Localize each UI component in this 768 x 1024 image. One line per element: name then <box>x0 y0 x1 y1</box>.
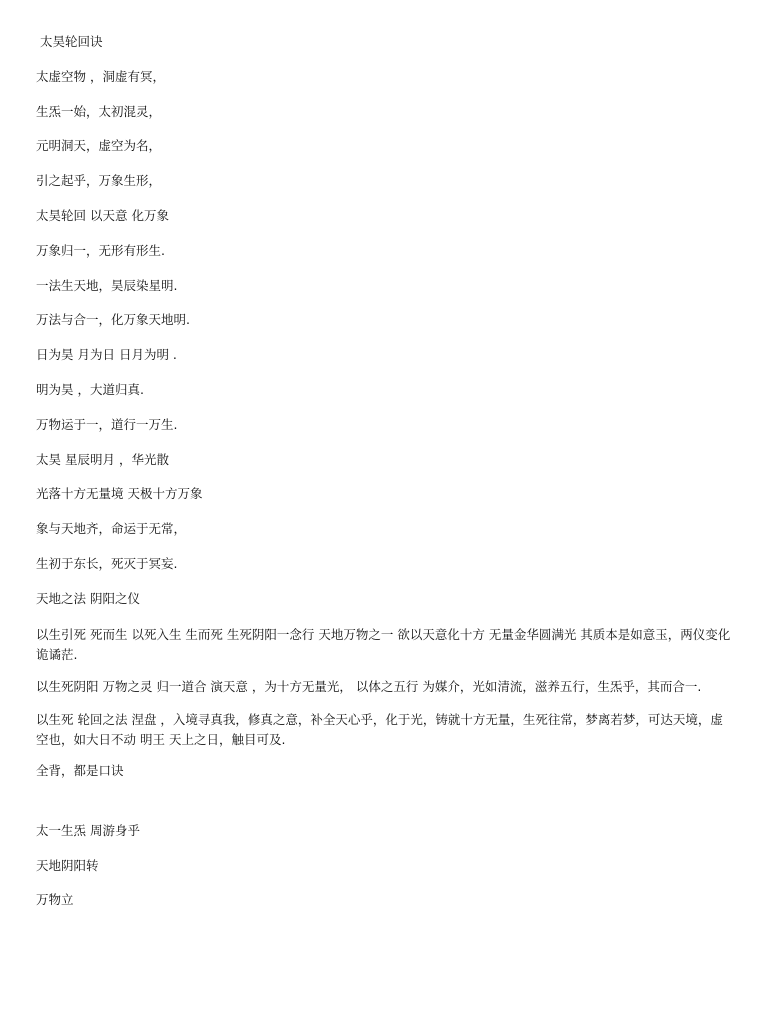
verse-line: 一法生天地，昊辰染星明. <box>36 277 178 293</box>
verse-line: 生初于东长，死灭于冥妄. <box>36 555 178 571</box>
verse-line: 天地之法 阴阳之仪 <box>36 590 140 606</box>
verse-line: 万物运于一，道行一万生. <box>36 416 178 432</box>
paragraph: 以生引死 死而生 以死入生 生而死 生死阴阳一念行 天地万物之一 欲以天意化十方 无量金华圆满光 其质本是如意玉，两仪变化诡谲茫. <box>36 626 731 662</box>
closing-line: 万物立 <box>36 892 74 908</box>
section-gap <box>36 797 732 822</box>
verse-line: 生炁一始，太初混灵， <box>36 103 162 119</box>
verse-line: 元明洞天，虚空为名， <box>36 138 162 154</box>
verse-line: 太昊 星辰明月 ，华光散 <box>36 451 169 467</box>
paragraph: 以生死 轮回之法 涅盘 ，入境寻真我，修真之意，补全天心乎，化于光，铸就十方无量，生死往常，梦离若梦，可达天境，虚空也，如大日不动 明王 天上之日，触目可及. <box>36 711 723 747</box>
verse-line: 万法与合一，化万象天地明. <box>36 312 190 328</box>
verse-line: 明为昊 ，大道归真. <box>36 381 144 397</box>
document-title: 太昊轮回诀 <box>40 34 103 49</box>
paragraph: 以生死阴阳 万物之灵 归一道合 演天意 ，为十方无量光， 以体之五行 为媒介，光如清流，滋养五行，生炁乎，其而合一. <box>36 679 702 695</box>
verse-line: 太昊轮回 以天意 化万象 <box>36 207 169 223</box>
verse-line: 太虚空物 ，洞虚有冥， <box>36 68 165 84</box>
note-line: 全背，都是口诀 <box>36 763 124 779</box>
closing-line: 天地阴阳转 <box>36 857 99 873</box>
verse-line: 光落十方无量境 天极十方万象 <box>36 486 203 502</box>
document-body <box>36 33 732 926</box>
verse-line: 万象归一，无形有形生. <box>36 242 165 258</box>
verse-line: 引之起乎，万象生形， <box>36 173 162 189</box>
closing-line: 太一生炁 周游身乎 <box>36 822 140 838</box>
verse-line: 象与天地齐，命运于无常， <box>36 521 187 537</box>
verse-line: 日为昊 月为日 日月为明 . <box>36 347 177 363</box>
